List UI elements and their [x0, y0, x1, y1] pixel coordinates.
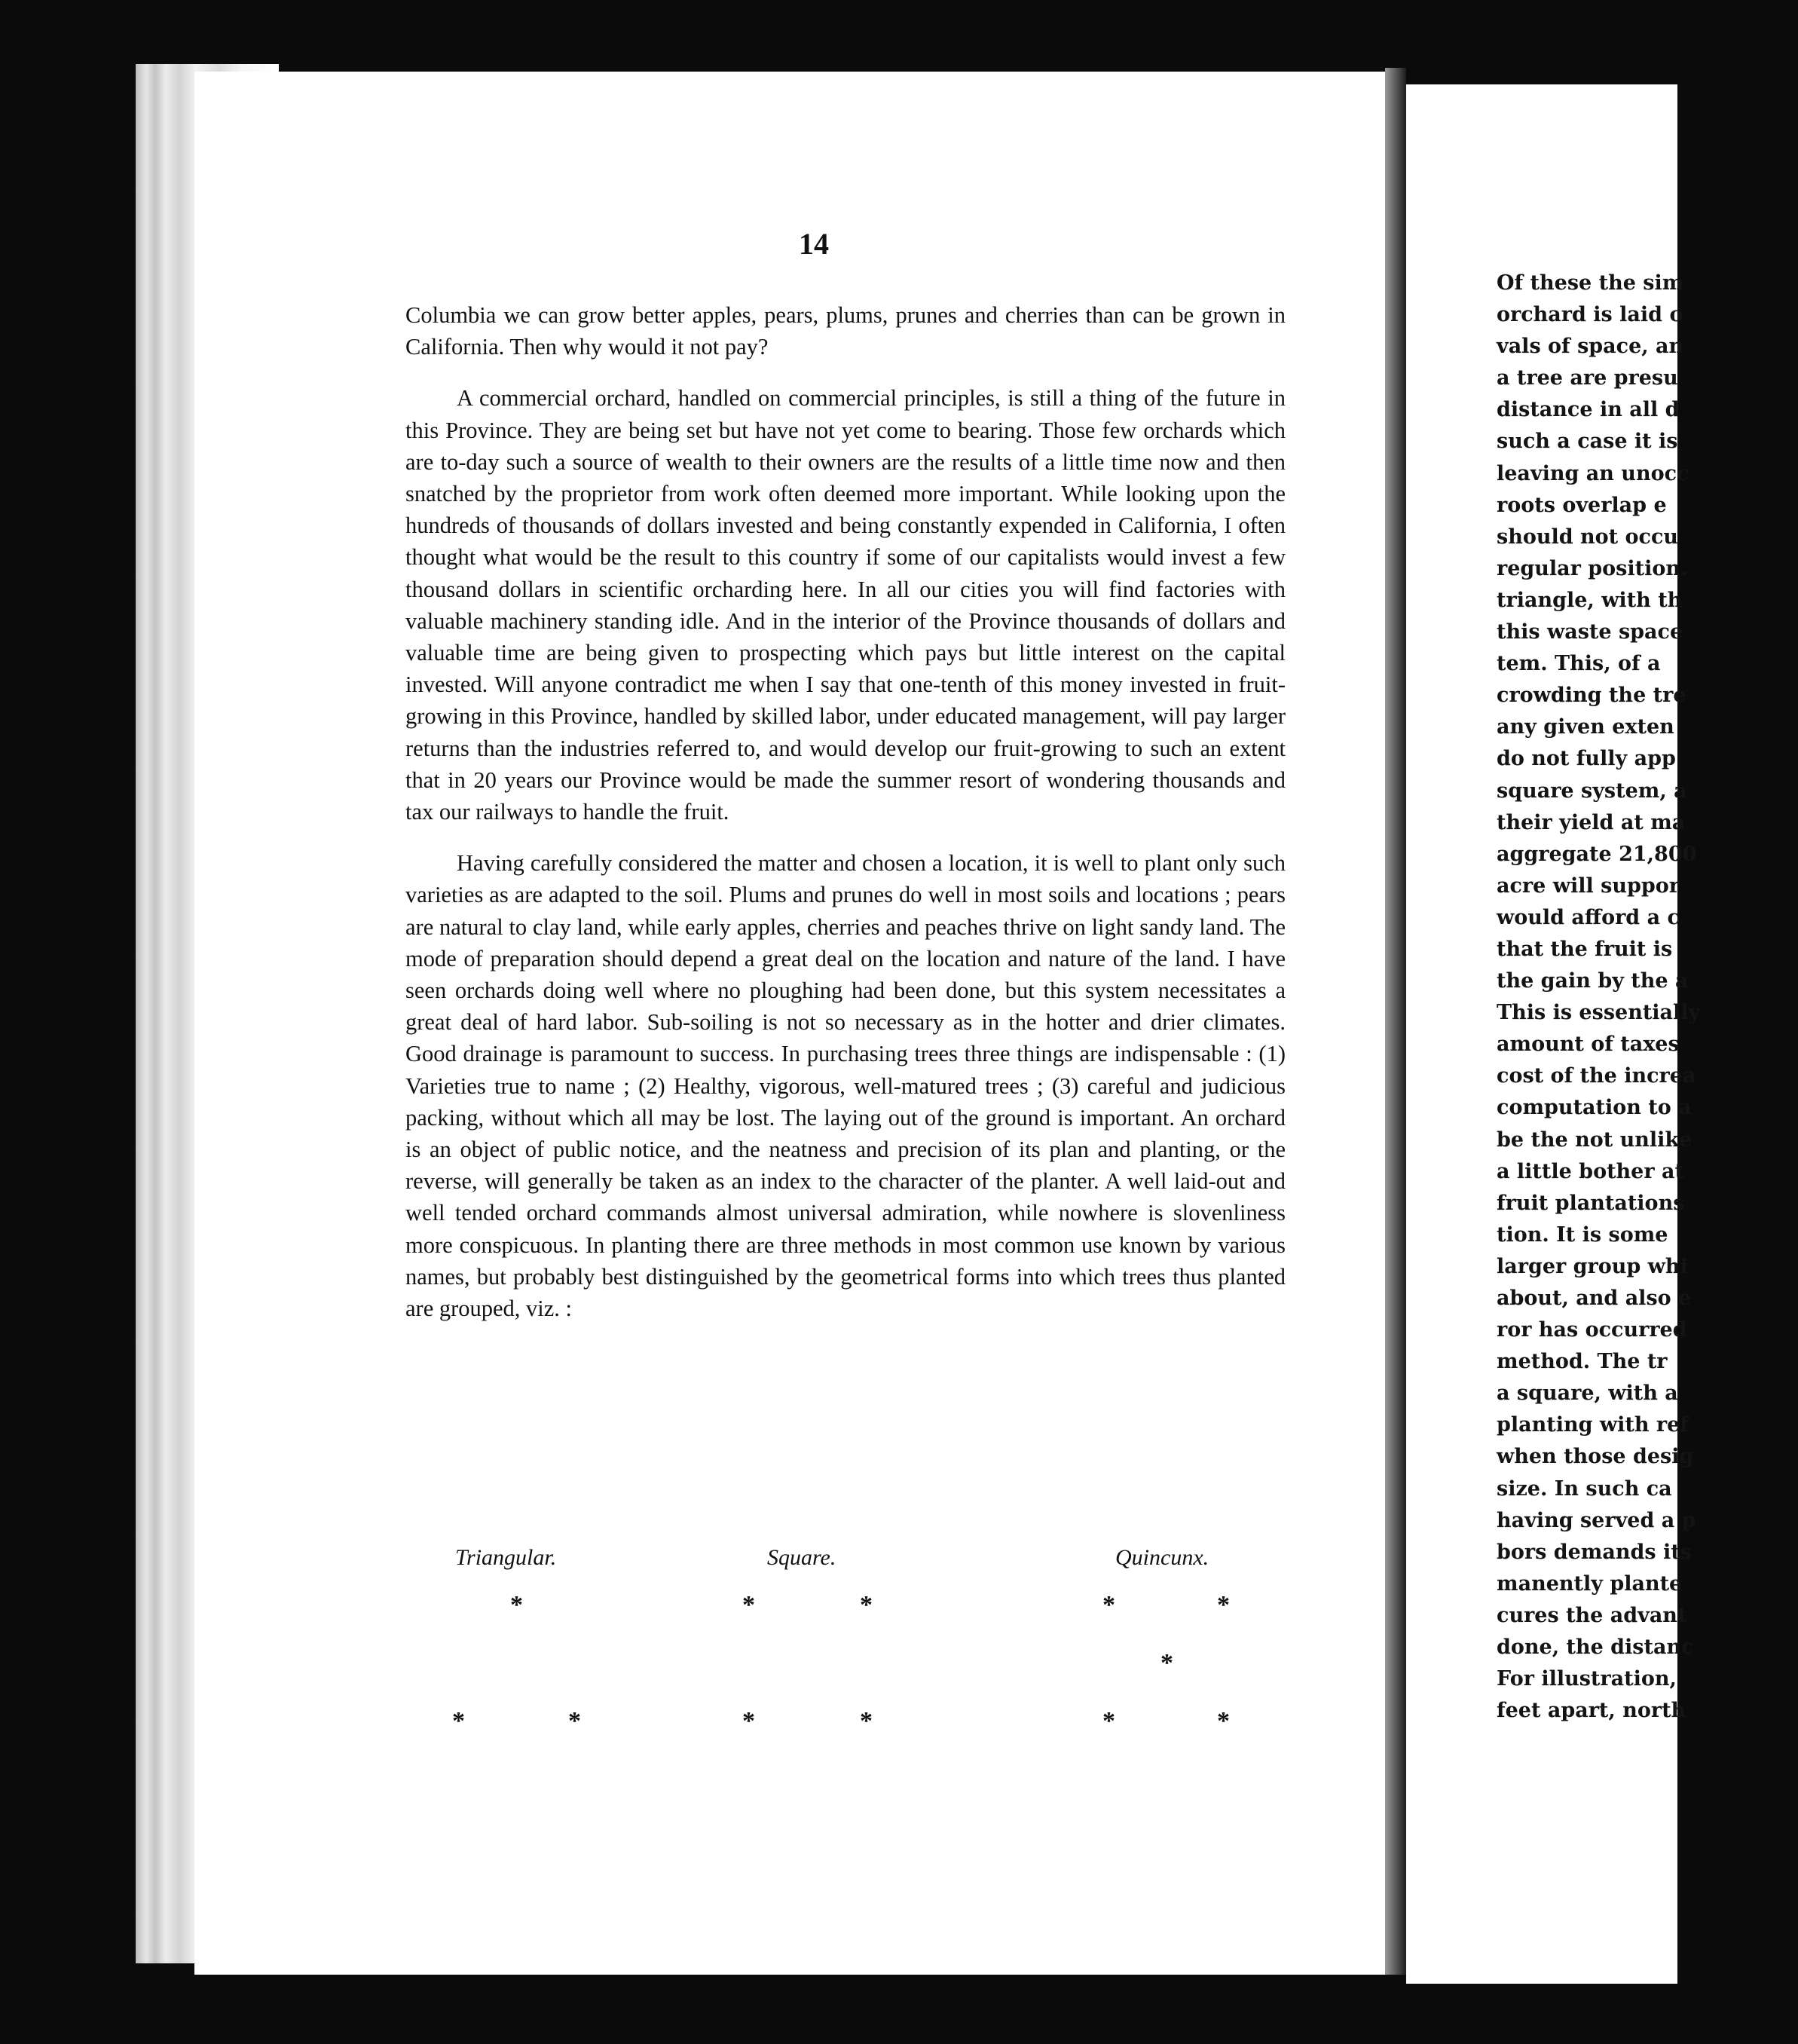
right-line: when those desig: [1497, 1445, 1694, 1469]
tree-mark: *: [568, 1707, 581, 1735]
page-number: 14: [799, 227, 829, 261]
tree-mark: *: [860, 1591, 873, 1619]
right-line: triangle, with th: [1497, 588, 1683, 612]
right-line: fruit plantations: [1497, 1191, 1685, 1215]
figure-label-quincunx: Quincunx.: [1115, 1545, 1209, 1570]
right-page-text: [1497, 268, 1798, 1727]
right-line: about, and also e: [1497, 1287, 1692, 1310]
left-page-body: [405, 299, 1286, 1344]
tree-mark: *: [1217, 1591, 1230, 1619]
right-line: manently plante: [1497, 1571, 1683, 1596]
right-line: cost of the increa: [1497, 1064, 1696, 1088]
right-line: done, the distanc: [1497, 1636, 1694, 1660]
right-line: that the fruit is: [1497, 937, 1673, 961]
right-line: this waste space: [1497, 620, 1683, 644]
right-line: tion. It is some: [1497, 1222, 1668, 1247]
right-line: orchard is laid o: [1497, 303, 1683, 327]
tree-mark: *: [510, 1591, 523, 1619]
tree-mark: *: [860, 1707, 873, 1735]
right-line: For illustration,: [1497, 1667, 1677, 1691]
paragraph-continuation: Columbia we can grow better apples, pears, plums, prunes and cherries than can be grown in California. Then why would it not pay?: [405, 302, 1286, 360]
figure-label-triangular: Triangular.: [455, 1545, 557, 1570]
right-line: feet apart, north: [1497, 1699, 1686, 1723]
tree-mark: *: [1160, 1649, 1173, 1677]
right-line: leaving an unocc: [1497, 461, 1689, 485]
tree-mark: *: [1217, 1707, 1230, 1735]
right-line: the gain by the a: [1497, 969, 1689, 993]
right-line: Of these the sim: [1497, 271, 1684, 295]
right-line: roots overlap e: [1497, 493, 1667, 517]
right-line: be the not unlike: [1497, 1128, 1693, 1152]
tree-mark: *: [1102, 1707, 1115, 1735]
right-line: tem. This, of a: [1497, 652, 1661, 676]
right-line: any given exten: [1497, 715, 1674, 739]
right-line: do not fully app: [1497, 747, 1676, 771]
right-line: bors demands its: [1497, 1540, 1692, 1564]
tree-mark: *: [742, 1707, 755, 1735]
right-line: would afford a c: [1497, 905, 1680, 929]
right-line: having served a p: [1497, 1508, 1696, 1532]
right-line: computation to a: [1497, 1096, 1692, 1120]
right-line: size. In such ca: [1497, 1476, 1672, 1501]
right-line: This is essentially: [1497, 1001, 1701, 1025]
right-line: a tree are presu: [1497, 366, 1678, 390]
right-line: method. The tr: [1497, 1350, 1668, 1374]
right-line: distance in all d: [1497, 398, 1680, 422]
right-line: such a case it is: [1497, 430, 1678, 454]
right-line: cures the advant: [1497, 1603, 1687, 1627]
right-line: planting with ref: [1497, 1413, 1689, 1437]
right-line: a square, with a: [1497, 1382, 1678, 1406]
right-line: acre will suppor: [1497, 874, 1680, 898]
tree-mark: *: [452, 1707, 465, 1735]
right-line: regular position.: [1497, 556, 1688, 580]
right-line: ror has occurred: [1497, 1318, 1687, 1342]
tree-mark: *: [1102, 1591, 1115, 1619]
right-line: a little bother at: [1497, 1159, 1684, 1183]
right-line: should not occu: [1497, 525, 1679, 549]
right-line: their yield at ma: [1497, 810, 1686, 834]
paragraph-commercial-orchard: A commercial orchard, handled on commercial principles, is still a thing of the future in this Province. They are being set but have not yet come to bearing. Those few orchards which are to-day such a source of wealth to their owners are the results of a little time now and then snatched by the proprietor from work often deemed more important. While looking upon the hundreds of thousands of dollars invested and being constantly expended in California, I often thought what would be the result to this country if some of our capitalists would invest a few thousand dollars in scientific orcharding here. In all our cities you will find factories with valuable machinery standing idle. And in the interior of the Province thousands of dollars and valuable time are being given to prospecting which pays but little interest on the capital invested. Will anyone contradict me when I say that one-tenth of this money invested in fruit-growing in this Province, handled by skilled labor, under educated management, will pay larger returns than the industries referred to, and would develop our fruit-growing to such an extent that in 20 years our Province would be made the summer resort of wondering thousands and tax our railways to handle the fruit.: [405, 385, 1286, 825]
right-line: larger group whi: [1497, 1254, 1688, 1278]
right-line: amount of taxes: [1497, 1033, 1680, 1057]
right-line: square system, a: [1497, 779, 1687, 803]
figure-label-square: Square.: [767, 1545, 836, 1570]
right-line: vals of space, an: [1497, 335, 1684, 359]
tree-mark: *: [742, 1591, 755, 1619]
right-line: crowding the tre: [1497, 684, 1686, 708]
paragraph-planting: Having carefully considered the matter and chosen a location, it is well to plant only such varieties as are adapted to the soil. Plums and prunes do well in most soils and locations ; pears are natural to clay land, while early apples, cherries and peaches thrive on light sandy land. The mode of preparation should depend a great deal on the location and nature of the land. I have seen orchards doing well where no ploughing had been done, but this system necessitates a great deal of hard labor. Sub-soiling is not so necessary as in the hotter and drier climates. Good drainage is paramount to success. In purchasing trees three things are indispensable : (1) Varieties true to name ; (2) Healthy, vigorous, well-matured trees ; (3) careful and judicious packing, without which all may be lost. The laying out of the ground is important. An orchard is an object of public notice, and the neatness and precision of its plan and planting, or the reverse, will generally be taken as an index to the character of the planter. A well laid-out and well tended orchard commands almost universal admiration, while nowhere is slovenliness more conspicuous. In planting there are three methods in most common use known by various names, but probably best distinguished by the geometrical forms into which trees thus planted are grouped, viz. :: [405, 850, 1286, 1322]
right-line: aggregate 21,800: [1497, 842, 1697, 866]
book-gutter: [1385, 68, 1406, 1975]
